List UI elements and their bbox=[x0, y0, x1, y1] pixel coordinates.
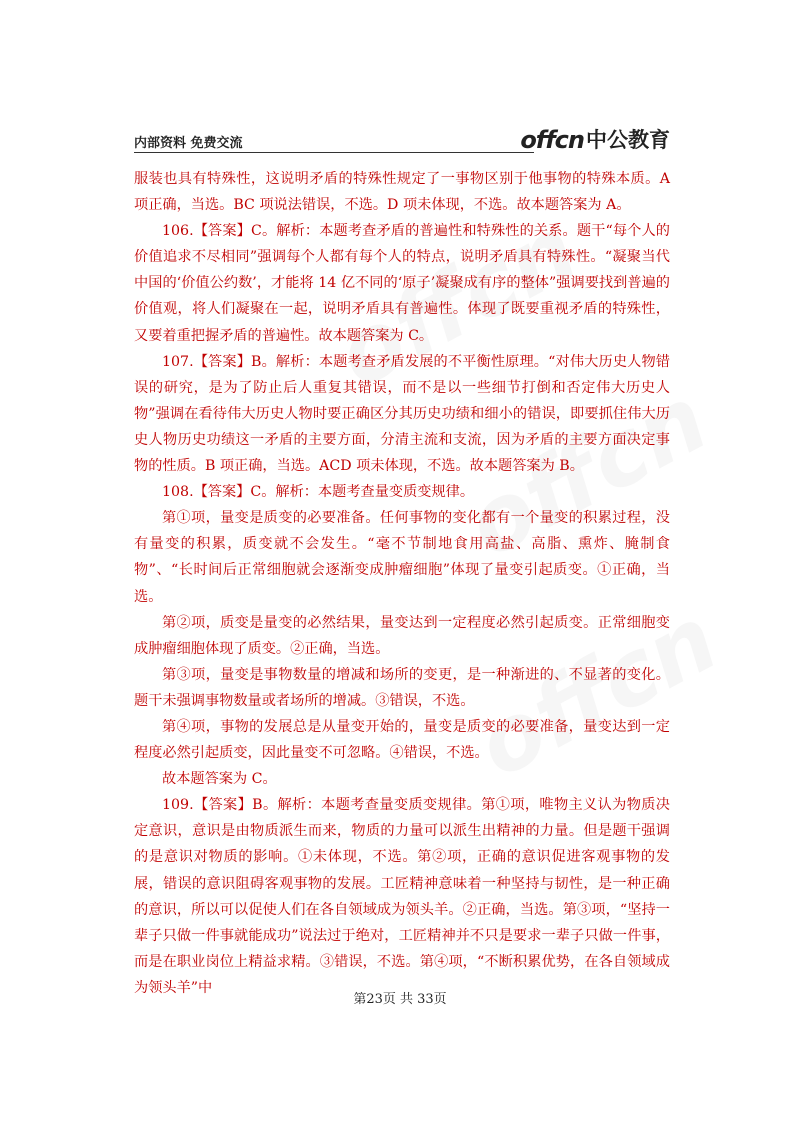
header-rule bbox=[134, 152, 534, 153]
paragraph: 故本题答案为 C。 bbox=[162, 771, 277, 788]
paragraph: 服装也具有特殊性，这说明矛盾的特殊性规定了一事物区别于他事物的特殊本质。A 项正确，当选。BC 项说法错误，不选。D 项未体现，不选。故本题答案为 A。 bbox=[134, 171, 670, 214]
page-header bbox=[134, 126, 670, 152]
paragraph: 107.【答案】B。解析：本题考查矛盾发展的不平衡性原理。“对伟大历史人物错误的研究，是为了防止后人重复其错误，而不是以一些细节打倒和否定伟大历史人物”强调在看待伟大历史人物时要正确区分其历史功绩和细小的错误，即要抓住伟大历史人物历史功绩这一矛盾的主要方面，分清主流和支流，因为矛盾的主要方面决定事物的性质。B 项正确，当选。ACD 项未体现，不选。故本题答案为 B。 bbox=[134, 353, 670, 475]
paragraph: 第①项，量变是质变的必要准备。任何事物的变化都有一个量变的积累过程，没有量变的积累，质变就不会发生。“毫不节制地食用高盐、高脂、熏炸、腌制食物”、“长时间后正常细胞就会逐渐变成肿瘤细胞”体现了量变引起质变。①正确，当选。 bbox=[134, 510, 670, 605]
offcn-logo bbox=[520, 126, 670, 154]
logo-chinese: 中公教育 bbox=[586, 128, 670, 152]
header-label: 内部资料 免费交流 bbox=[134, 136, 243, 151]
paragraph: 108.【答案】C。解析：本题考查量变质变规律。 bbox=[162, 484, 475, 501]
paragraph: 第②项，质变是量变的必然结果，量变达到一定程度必然引起质变。正常细胞变成肿瘤细胞体现了质变。②正确，当选。 bbox=[134, 614, 670, 657]
paragraph: 第④项，事物的发展总是从量变开始的，量变是质变的必要准备，量变达到一定程度必然引起质变，因此量变不可忽略。④错误，不选。 bbox=[134, 718, 670, 762]
paragraph: 第③项，量变是事物数量的增减和场所的变更，是一种渐进的、不显著的变化。题干未强调事物数量或者场所的增减。③错误，不选。 bbox=[134, 666, 670, 709]
answer-content bbox=[134, 166, 670, 1001]
page-footer: 第23页 共 33页 bbox=[353, 992, 447, 1007]
paragraph: 106.【答案】C。解析：本题考查矛盾的普遍性和特殊性的关系。题干“每个人的价值追求不尽相同”强调每个人都有每个人的特点，说明矛盾具有特殊性。“凝聚当代中国的‘价值公约数’，才能将 14 亿不同的‘原子’凝聚成有序的整体”强调要找到普遍的价值观，将人们凝聚在一起，说明矛盾具有普遍性。体现了既要重视矛盾的特殊性，又要着重把握矛盾的普遍性。故本题答案为 C。 bbox=[134, 223, 670, 344]
paragraph: 109.【答案】B。解析：本题考查量变质变规律。第①项，唯物主义认为物质决定意识，意识是由物质派生而来，物质的力量可以派生出精神的力量。但是题干强调的是意识对物质的影响。①未体现，不选。第②项，正确的意识促进客观事物的发展，错误的意识阻碍客观事物的发展。工匠精神意味着一种坚持与韧性，是一种正确的意识，所以可以促使人们在各自领域成为领头羊。②正确，当选。第③项，“坚持一辈子只做一件事就能成功”说法过于绝对，工匠精神并不只是要求一辈子只做一件事，而是在职业岗位上精益求精。③错误，不选。第④项，“不断积累优势，在各自领域成为领头羊”中 bbox=[134, 797, 670, 996]
logo-latin: offcn bbox=[520, 126, 584, 154]
